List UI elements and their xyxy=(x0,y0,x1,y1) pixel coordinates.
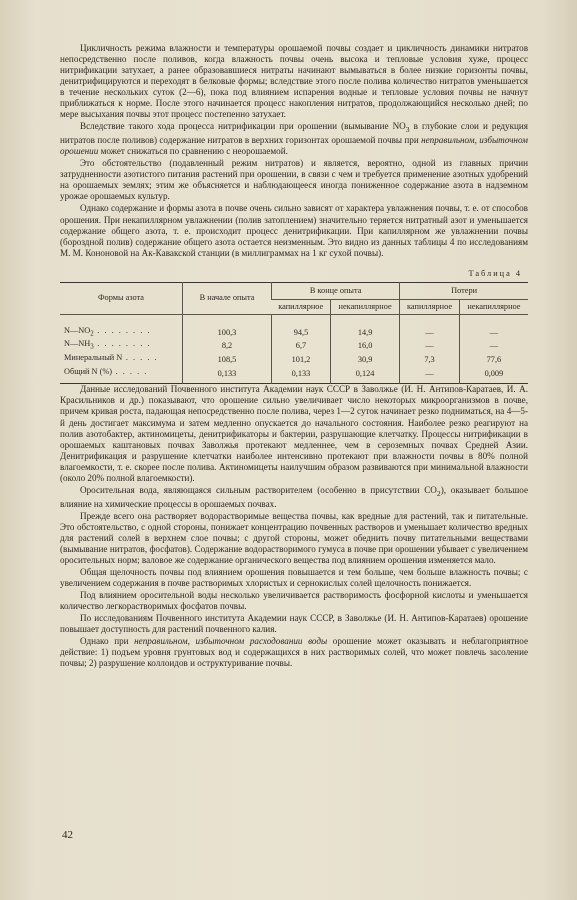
leader-dots: . . . . . . . . xyxy=(93,339,151,349)
paragraph-irrigation-water xyxy=(60,485,528,510)
cell-loss-noncapillary: 0,009 xyxy=(459,367,528,384)
leader-dots: . . . . . . . . xyxy=(93,325,151,335)
text-fragment: Вследствие такого хода процесса нитрификации при орошении (вымывание NO xyxy=(80,121,406,132)
subscript: 3 xyxy=(405,125,410,135)
table-caption: Таблица 4 xyxy=(468,268,522,278)
cell-loss-capillary: — xyxy=(400,367,460,384)
text-fragment: в глубокие слои и редукция нитратов после поливов) содержание нитратов в верхних горизонтах орошаемой почвы при xyxy=(60,121,529,146)
header-end-noncapillary: некапиллярное xyxy=(330,299,399,314)
table-row xyxy=(60,314,528,339)
cell-end-noncapillary: 16,0 xyxy=(330,339,399,353)
header-loss-noncapillary: некапиллярное xyxy=(459,299,528,314)
header-forms: Формы азота xyxy=(60,282,183,314)
paragraph-nitrification xyxy=(60,121,528,157)
cell-loss-capillary: — xyxy=(400,314,460,339)
cell-loss-noncapillary: — xyxy=(459,339,528,353)
page-text xyxy=(60,43,528,669)
paragraph-nitrate-regime: Это обстоятельство (подавленный режим нитратов) и является, вероятно, одной из главных причин затрудненности азотистого питания растений при орошении, в связи с чем и требуется применение азотных удобрений на орошаемых землях; этим же объясняется и наблюдающееся иногда пониженное содержание азота в надземном урожае орошаемых культур. xyxy=(60,158,528,202)
cell-loss-capillary: — xyxy=(400,339,460,353)
header-end-group: В конце опыта xyxy=(272,282,400,299)
paragraph-cyclicity: Цикличность режима влажности и температуры орошаемой почвы создает и цикличность динамики нитратов непосредственно после поливов, когда влажность почвы очень высока и тепловые условия хуже, процесс нитрификации затухает, а ранее образовавшиеся нитраты начинают вымываться в более низкие горизонты почвы, денитрифицируются и переходят в белковые формы; вследствие этого после полива количество нитратов уменьшается в течение нескольких суток (2—6), пока под влиянием испарения водные и тепловые условия почвы не начнут приближаться к норме. После этого начинается процесс накопления нитратов, продолжающийся несколько дней; по мере высыхания почвы этот процесс постепенно затухает. xyxy=(60,43,528,120)
cell-end-capillary: 101,2 xyxy=(272,353,331,367)
paragraph-microorganisms: Данные исследований Почвенного института Академии наук СССР в Заволжье (И. Н. Антипов-Каратаев, И. А. Красильников и др.) показывают, что орошение сильно увеличивает число некоторых микроорганизмов в почве, причем кривая роста, падающая непосредственно после полива, через 1—2 суток начинает резко подниматься, на 4—5-й день достигает максимума и затем медленно опускается до начального состояния. Наиболее резко реагируют на полив азотобактер, актиномицеты, денитрификаторы и бактерии, разрушающие клетчатку. Процессы нитрификации в орошаемых каштановых почвах Заволжья протекают медленнее, чем в сероземных почвах Средней Азии. Денитрификация и разрушение клетчатки наиболее интенсивно протекают при влажности почвы в 80% полной влагоемкости, т. е. скорее после полива. Актиномицеты наилучшим образом развиваются при минимальной влажности (около 20% полной влагоемкости). xyxy=(60,384,528,483)
cell-start: 8,2 xyxy=(183,339,272,353)
form-label: N—NO xyxy=(64,325,91,335)
cell-form xyxy=(60,353,183,367)
paragraph-potassium: По исследованиям Почвенного института Академии наук СССР, в Заволжье (И. Н. Антипов-Каратаев) орошение повышает доступность для растений почвенного калия. xyxy=(60,613,528,635)
page-number: 42 xyxy=(62,829,73,841)
cell-start: 108,5 xyxy=(183,353,272,367)
leader-dots: . . . . . xyxy=(122,353,159,363)
cell-end-noncapillary: 30,9 xyxy=(330,353,399,367)
italic-emphasis: неправильном, избыточном орошении xyxy=(60,135,528,157)
cell-form xyxy=(60,339,183,353)
cell-loss-capillary: 7,3 xyxy=(400,353,460,367)
cell-start: 0,133 xyxy=(183,367,272,384)
header-start: В начале опыта xyxy=(183,282,272,314)
subscript: 2 xyxy=(90,330,94,338)
cell-end-noncapillary: 0,124 xyxy=(330,367,399,384)
text-fragment: орошение может оказывать и неблагоприятное действие: 1) подъем уровня грунтовых вод и содержащихся в них растворимых солей, что может повлечь засоление почвы; 2) разрушение коллоидов и оструктуривание почвы. xyxy=(60,636,528,669)
text-fragment: ), оказывает большое влияние на химические процессы в орошаемых почвах. xyxy=(60,484,528,509)
italic-emphasis: неправильном, избыточном расходовании воды xyxy=(134,636,328,647)
header-end-capillary: капиллярное xyxy=(272,299,331,314)
cell-start: 100,3 xyxy=(183,314,272,339)
paragraph-alkalinity: Общая щелочность почвы под влиянием орошения повышается и тем больше, чем больше влажность почвы; с увеличением содержания в почве растворимых хлористых и сернокислых солей щелочность понижается. xyxy=(60,566,528,589)
cell-end-capillary: 94,5 xyxy=(272,314,331,339)
nitrogen-table xyxy=(60,282,528,385)
cell-loss-noncapillary: — xyxy=(459,314,528,339)
header-losses-group: Потери xyxy=(400,282,528,299)
cell-end-capillary: 6,7 xyxy=(272,339,331,353)
form-label: Общий N (%) xyxy=(64,366,113,376)
paragraph-adverse-effects xyxy=(60,636,528,669)
paragraph-irrigation-methods: Однако содержание и формы азота в почве очень сильно зависят от характера увлажнения почвы, т. е. от способов орошения. При некапиллярном увлажнении (полив затоплением) значительно теряется нитратный азот и уменьшается содержание общего азота, т. е. происходит процесс денитрификации. При капиллярном же увлажнении почвы (бороздной полив) содержание общего азота остается неизменным. Это видно из данных таблицы 4 по исследованиям М. М. Кононовой на Ак-Кавакской станции (в миллиграммах на 1 кг сухой почвы). xyxy=(60,203,528,258)
paragraph-dissolution: Прежде всего она растворяет водорастворимые вещества почвы, как вредные для растений, так и питательные. Это обстоятельство, с одной стороны, понижает концентрацию почвенных растворов и уменьшает количество вредных для растений солей в верхнем слое почвы; с другой стороны, может обеднить почву питательными веществами (вымывание нитратов, фосфатов). Содержание водорастворимого гумуса в почве при орошении убывает с увеличением оросительных норм; валовое же содержание органического вещества под влиянием орошения изменяется мало. xyxy=(60,510,528,565)
table-row xyxy=(60,339,528,353)
leader-dots: . . . . . xyxy=(112,366,148,376)
subscript: 3 xyxy=(90,344,94,352)
table-row xyxy=(60,353,528,367)
cell-form xyxy=(60,314,183,339)
cell-form xyxy=(60,367,183,384)
paragraph-phosphorus: Под влиянием оросительной воды несколько увеличивается растворимость фосфорной кислоты и уменьшается количество легкорастворимых фосфатов почвы. xyxy=(60,590,528,612)
cell-loss-noncapillary: 77,6 xyxy=(459,353,528,367)
form-label: N—NH xyxy=(64,339,91,349)
text-fragment: Однако при xyxy=(80,636,135,647)
text-fragment: может снижаться по сравнению с неорошаемой. xyxy=(98,146,288,157)
subscript: 2 xyxy=(436,488,441,498)
table-row xyxy=(60,367,528,384)
text-fragment: Оросительная вода, являющаяся сильным растворителем (особенно в присутствии CO xyxy=(80,484,437,495)
header-loss-capillary: капиллярное xyxy=(400,299,460,314)
cell-end-capillary: 0,133 xyxy=(272,367,331,384)
cell-end-noncapillary: 14,9 xyxy=(330,314,399,339)
form-label: Минеральный N xyxy=(64,353,123,363)
